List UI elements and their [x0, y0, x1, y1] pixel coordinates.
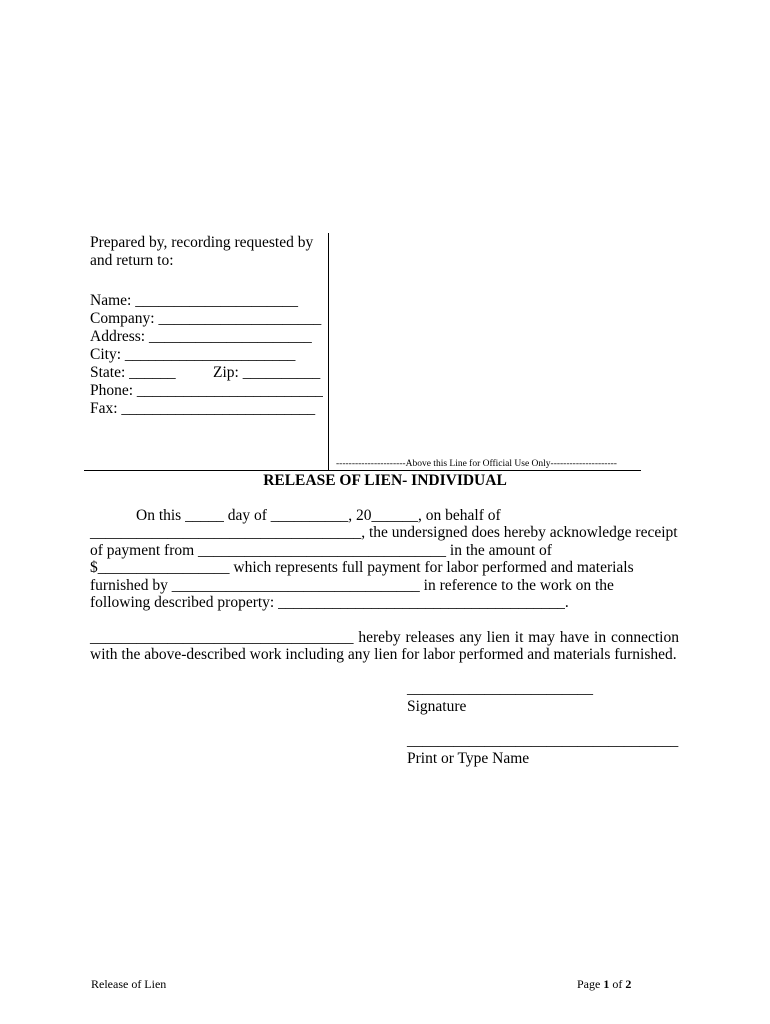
body-line: On this _____ day of __________, 20______, on behalf of — [136, 507, 501, 524]
horizontal-divider — [84, 470, 641, 471]
address-field[interactable]: Address: _____________________ — [90, 328, 312, 345]
phone-field[interactable]: Phone: ________________________ — [90, 382, 323, 399]
body-line: __________________________________ hereby releases any lien it may have in connection — [90, 629, 679, 646]
city-field[interactable]: City: ______________________ — [90, 346, 296, 363]
vertical-divider — [328, 233, 329, 470]
footer-title: Release of Lien — [91, 977, 167, 991]
prepared-by-line2: and return to: — [90, 252, 174, 269]
name-field[interactable]: Name: _____________________ — [90, 292, 298, 309]
page-current: 1 — [603, 977, 610, 991]
fax-field[interactable]: Fax: _________________________ — [90, 400, 316, 417]
state-field[interactable]: State: ______ — [90, 364, 176, 381]
company-field[interactable]: Company: _____________________ — [90, 310, 322, 327]
signature-label: Signature — [407, 698, 467, 715]
body-line: furnished by ________________________________ in reference to the work on the — [90, 577, 614, 594]
print-name-label: Print or Type Name — [407, 750, 530, 767]
body-line: with the above-described work including any lien for labor performed and materials furnished. — [90, 646, 677, 663]
print-name-line[interactable]: ___________________________________ — [407, 732, 679, 749]
page-number — [577, 977, 631, 992]
document-title: RELEASE OF LIEN- INDIVIDUAL — [263, 472, 507, 489]
body-line: $_________________ which represents full payment for labor performed and materials — [90, 559, 634, 576]
prepared-by-line1: Prepared by, recording requested by — [90, 234, 314, 251]
signature-line[interactable]: ________________________ — [407, 680, 593, 697]
body-line: following described property: _____________________________________. — [90, 594, 569, 611]
body-line: of payment from ________________________________ in the amount of — [90, 542, 552, 559]
body-line: ___________________________________, the undersigned does hereby acknowledge receipt — [90, 524, 678, 541]
page-prefix: Page — [577, 977, 604, 991]
page-of: of — [609, 977, 626, 991]
page-total: 2 — [625, 977, 632, 991]
zip-field[interactable]: Zip: __________ — [213, 364, 321, 381]
official-use-note: ----------------------Above this Line for Official Use Only--------------------- — [336, 459, 617, 469]
